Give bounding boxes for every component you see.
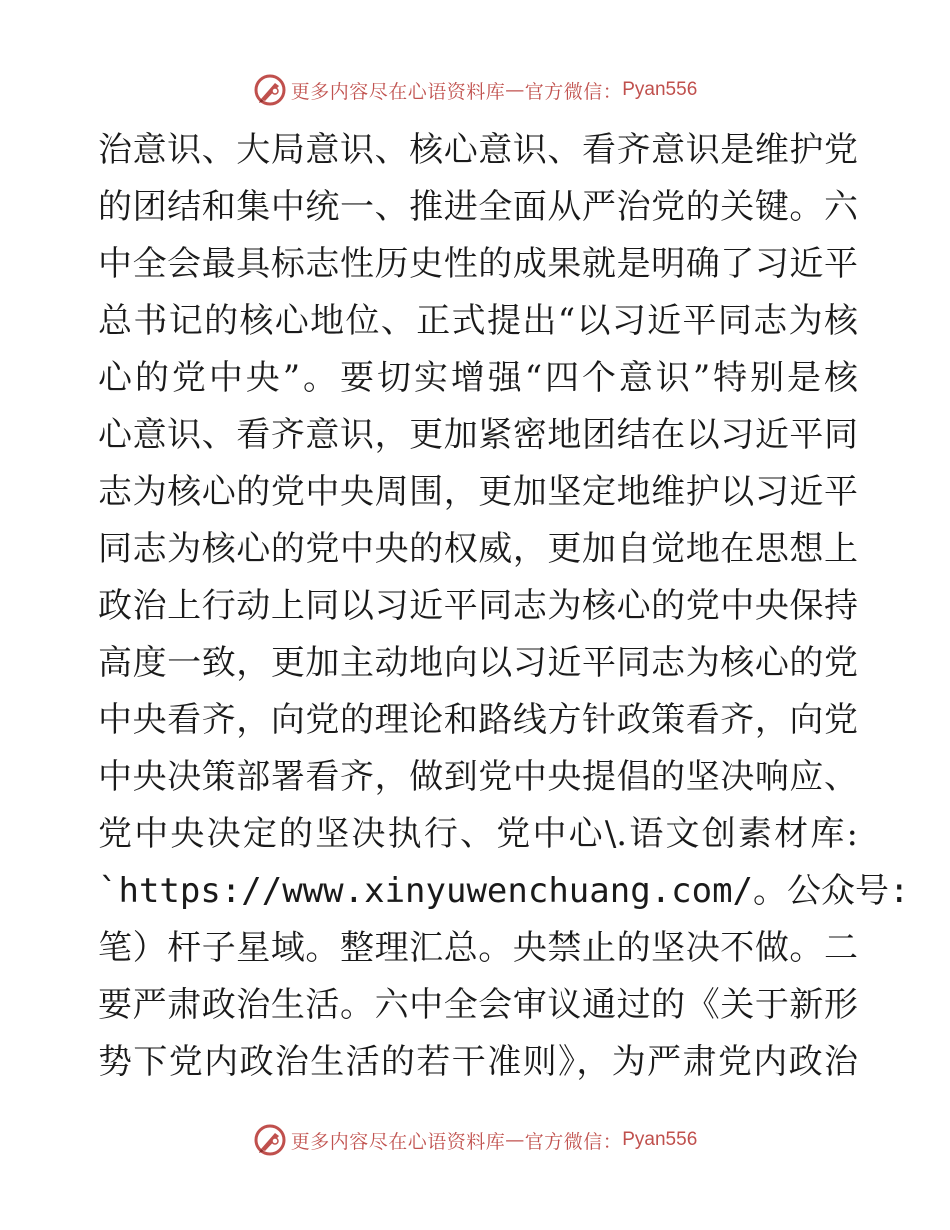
body-line: 势下党内政治生活的若干准则》，为严肃党内政治 xyxy=(98,1042,858,1082)
body-line: 心意识、看齐意识，更加紧密地团结在以习近平同 xyxy=(98,415,858,455)
header-banner xyxy=(0,70,950,110)
footer-wechat-id: Pyan556 xyxy=(622,1129,698,1150)
body-line-url: `https://www.xinyuwenchuang.com/。公众号: xyxy=(98,871,910,911)
body-line: 心的党中央”。要切实增强“四个意识”特别是核 xyxy=(98,358,858,398)
pen-logo-icon xyxy=(253,1123,287,1157)
footer-site-text: 更多内容尽在心语资料库 xyxy=(290,1130,506,1153)
header-wechat-id: Pyan556 xyxy=(622,79,698,100)
body-line: 同志为核心的党中央的权威，更加自觉地在思想上 xyxy=(98,529,858,569)
document-body xyxy=(98,122,910,1091)
body-line: 治意识、大局意识、核心意识、看齐意识是维护党 xyxy=(98,130,858,170)
header-wechat-label: 官方微信： xyxy=(524,80,623,103)
footer-wechat-label: 官方微信： xyxy=(524,1130,623,1153)
body-line: 中全会最具标志性历史性的成果就是明确了习近平 xyxy=(98,244,858,284)
body-line: 的团结和集中统一、推进全面从严治党的关键。六 xyxy=(98,187,858,227)
pen-logo-icon xyxy=(253,73,287,107)
footer-banner xyxy=(0,1120,950,1160)
body-line: 志为核心的党中央周围，更加坚定地维护以习近平 xyxy=(98,472,858,512)
body-line: 中央决策部署看齐，做到党中央提倡的坚决响应、 xyxy=(98,757,858,797)
body-line: 总书记的核心地位、正式提出“以习近平同志为核 xyxy=(98,301,858,341)
header-dash: — xyxy=(505,79,525,101)
body-line: 中央看齐，向党的理论和路线方针政策看齐，向党 xyxy=(98,700,858,740)
body-line: 高度一致，更加主动地向以习近平同志为核心的党 xyxy=(98,643,858,683)
header-site-text: 更多内容尽在心语资料库 xyxy=(290,80,506,103)
body-line: 党中央决定的坚决执行、党中心\.语文创素材库: xyxy=(98,814,858,854)
body-line: 笔）杆子星域。整理汇总。央禁止的坚决不做。二 xyxy=(98,928,858,968)
footer-dash: — xyxy=(505,1129,525,1151)
body-line: 要严肃政治生活。六中全会审议通过的《关于新形 xyxy=(98,985,858,1025)
body-line: 政治上行动上同以习近平同志为核心的党中央保持 xyxy=(98,586,858,626)
